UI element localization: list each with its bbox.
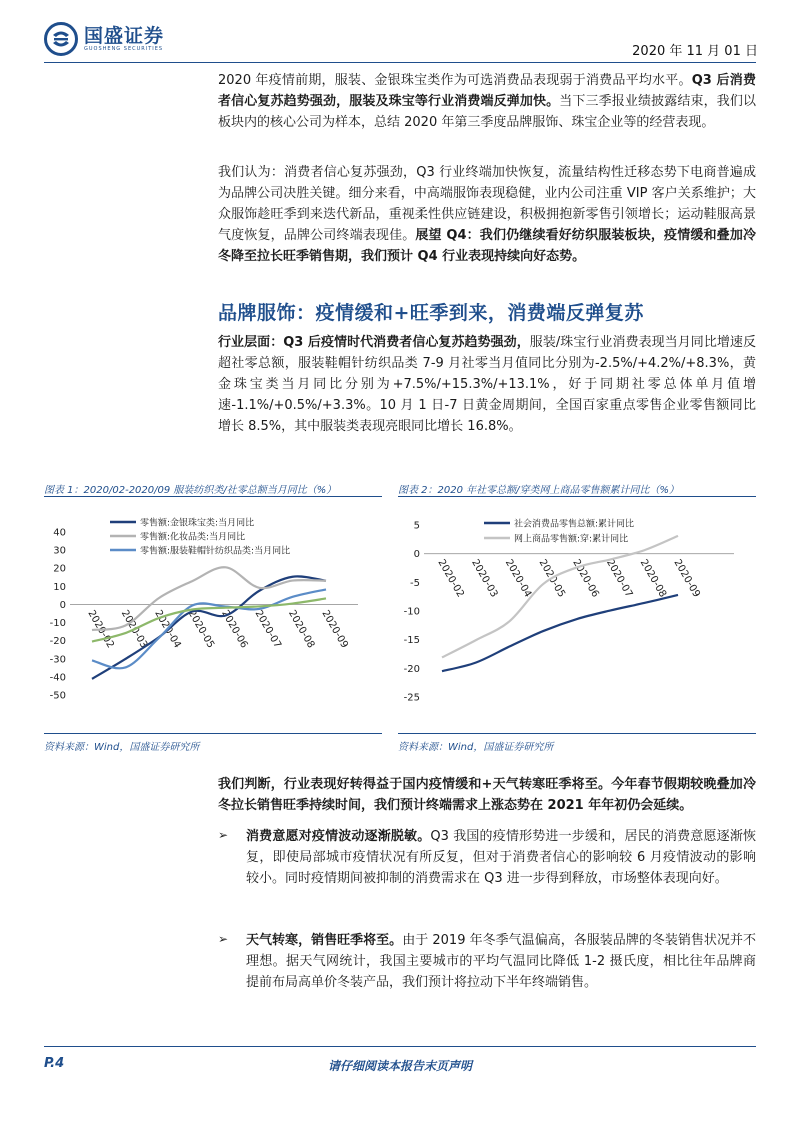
x-tick-label: 2020-04 <box>502 557 534 600</box>
chart-1 <box>40 505 382 730</box>
legend-label: 社会消费品零售总额:累计同比 <box>514 519 635 530</box>
y-tick-label: -50 <box>49 690 66 702</box>
x-tick-label: 2020-09 <box>671 557 702 600</box>
x-tick-label: 2020-07 <box>252 608 283 651</box>
x-tick-label: 2020-08 <box>285 608 317 651</box>
brand-name-en: GUOSHENG SECURITIES <box>84 45 164 52</box>
brand-name: 国盛证券 <box>84 24 165 47</box>
industry-text: 服装/珠宝行业消费表现当月同比增速反超社零总额，服装鞋帽针纺织品类 7-9 月社零当月值同比分别为-2.5%/+4.2%/+8.3%，黄金珠宝类当月同比分别为+7.5%/+15.3%/+13.1%，好于同期社零总体单月值增速-1.1%/+0.5%/+3.3%。10 月 1 日-7 日黄金周期间，全国百家重点零售企业零售额同比增长 8.5%，其中服装类表现亮眼同比增长 16.8%。 <box>218 335 756 434</box>
legend-label: 零售额:服装鞋帽针纺织品类:当月同比 <box>140 546 291 557</box>
intro-paragraph-1 <box>218 70 756 133</box>
x-tick-label: 2020-04 <box>152 608 183 651</box>
y-tick-label: 20 <box>53 563 66 575</box>
y-tick-label: -15 <box>403 635 420 647</box>
bullet-1-text: Q3 我国的疫情形势进一步缓和，居民的消费意愿逐渐恢复，即使局部城市疫情状况有所反复，但对于消费者信心的影响较 6 月疫情波动的影响较小。同时疫情期间被抑制的消费需求在 Q3 进一步得到释放，市场整体表现向好。 <box>246 829 756 886</box>
guosheng-logo-icon <box>44 22 78 56</box>
legend-label: 零售额:金银珠宝类:当月同比 <box>140 518 255 529</box>
figure-1-bottom-divider <box>44 733 382 734</box>
y-tick-label: -10 <box>49 618 66 630</box>
y-tick-label: -30 <box>49 654 66 666</box>
figure-2-title: 图表 2：2020 年社零总额/穿类网上商品零售额累计同比（%） <box>398 485 680 496</box>
y-tick-label: -20 <box>403 663 420 675</box>
intro-p1-rest: 当下三季报业绩披露结束，我们以板块内的核心公司为样本，总结 2020 年第三季度品牌服饰、珠宝企业等的经营表现。 <box>218 94 756 130</box>
footer-disclaimer: 请仔细阅读本报告末页声明 <box>327 1059 472 1073</box>
x-tick-label: 2020-05 <box>185 608 217 651</box>
industry-bold: Q3 后疫情时代消费者信心复苏趋势强劲， <box>283 335 530 350</box>
x-tick-label: 2020-03 <box>469 557 500 600</box>
figure-2-source: 资料来源：Wind，国盛证券研究所 <box>398 742 554 753</box>
page-number: P.4 <box>44 1056 65 1071</box>
figure-1-title: 图表 1：2020/02-2020/09 服装纺织类/社零总额当月同比（%） <box>44 485 337 496</box>
header-divider <box>44 62 756 63</box>
bullet-2-bold: 天气转寒，销售旺季将至。 <box>246 933 403 948</box>
x-tick-label: 2020-09 <box>319 608 350 651</box>
x-tick-label: 2020-02 <box>435 557 466 600</box>
x-tick-label: 2020-07 <box>603 557 635 600</box>
brand-logo <box>44 22 164 56</box>
chart-2 <box>394 505 756 730</box>
intro-paragraph-2 <box>218 162 756 267</box>
y-tick-label: -10 <box>403 606 420 618</box>
y-tick-label: 10 <box>53 581 66 593</box>
y-tick-label: -40 <box>49 672 66 684</box>
y-tick-label: -25 <box>403 692 420 704</box>
y-tick-label: 5 <box>413 520 420 532</box>
y-tick-label: 0 <box>413 549 420 561</box>
industry-paragraph <box>218 332 756 437</box>
arrow-bullet-icon: ➢ <box>218 828 229 842</box>
intro-p2-bold: 展望 Q4：我们仍继续看好纺织服装板块，疫情缓和叠加冷冬降至拉长旺季销售期，我们预计 Q4 行业表现持续向好态势。 <box>218 228 756 264</box>
bullet-2-text: 由于 2019 年冬季气温偏高，各服装品牌的冬装销售状况并不理想。据天气网统计，我国主要城市的平均气温同比降低 1-2 摄氏度，相比往年品牌商提前布局高单价冬装产品，我们预计将拉动下半年终端销售。 <box>246 933 756 990</box>
intro-p1-text: 2020 年疫情前期，服装、金银珠宝类作为可选消费品表现弱于消费品平均水平。 <box>218 73 692 88</box>
bullet-2 <box>246 930 756 993</box>
footer-divider <box>44 1046 756 1047</box>
x-tick-label: 2020-06 <box>219 608 250 651</box>
series-line-1 <box>442 595 678 671</box>
x-tick-label: 2020-08 <box>637 557 669 600</box>
figure-1-divider <box>44 496 382 497</box>
x-tick-label: 2020-02 <box>85 608 116 651</box>
y-tick-label: 0 <box>59 599 66 611</box>
series-line-3 <box>92 589 326 668</box>
y-tick-label: 30 <box>53 545 66 557</box>
industry-lead: 行业层面： <box>218 335 284 350</box>
figure-2-divider <box>398 496 756 497</box>
y-tick-label: 40 <box>53 527 66 539</box>
x-tick-label: 2020-03 <box>118 608 150 651</box>
report-date: 2020 年 11 月 01 日 <box>632 44 758 59</box>
intro-p1-bold: Q3 后消费者信心复苏趋势强劲，服装及珠宝等行业消费端反弹加快。 <box>218 73 757 109</box>
legend-label: 零售额:化妆品类:当月同比 <box>140 532 246 543</box>
figure-2-bottom-divider <box>398 733 756 734</box>
intro-p2-text: 我们认为：消费者信心复苏强劲，Q3 行业终端加快恢复，流量结构性迁移态势下电商普遍成为品牌公司决胜关键。细分来看，中高端服饰表现稳健，业内公司注重 VIP 客户关系维护；大众服饰趁旺季到来迭代新品，重视柔性供应链建设，积极拥抱新零售引领增长；运动鞋服高景气度恢复，品牌公司终端表现佳。 <box>218 165 756 243</box>
section-title: 品牌服饰：疫情缓和+旺季到来，消费端反弹复苏 <box>218 302 644 324</box>
x-tick-label: 2020-06 <box>570 557 601 600</box>
y-tick-label: -20 <box>49 636 66 648</box>
bullet-1 <box>246 826 756 889</box>
x-tick-label: 2020-05 <box>536 557 567 600</box>
figure-1-source: 资料来源：Wind，国盛证券研究所 <box>44 742 200 753</box>
bullet-1-bold: 消费意愿对疫情波动逐渐脱敏。 <box>246 829 431 844</box>
arrow-bullet-icon: ➢ <box>218 932 229 946</box>
judgement-paragraph: 我们判断，行业表现好转得益于国内疫情缓和+天气转寒旺季将至。今年春节假期较晚叠加冷冬拉长销售旺季持续时间，我们预计终端需求上涨态势在 2021 年年初仍会延续。 <box>218 777 756 813</box>
y-tick-label: -5 <box>410 577 420 589</box>
legend-label: 网上商品零售额:穿:累计同比 <box>514 534 629 545</box>
